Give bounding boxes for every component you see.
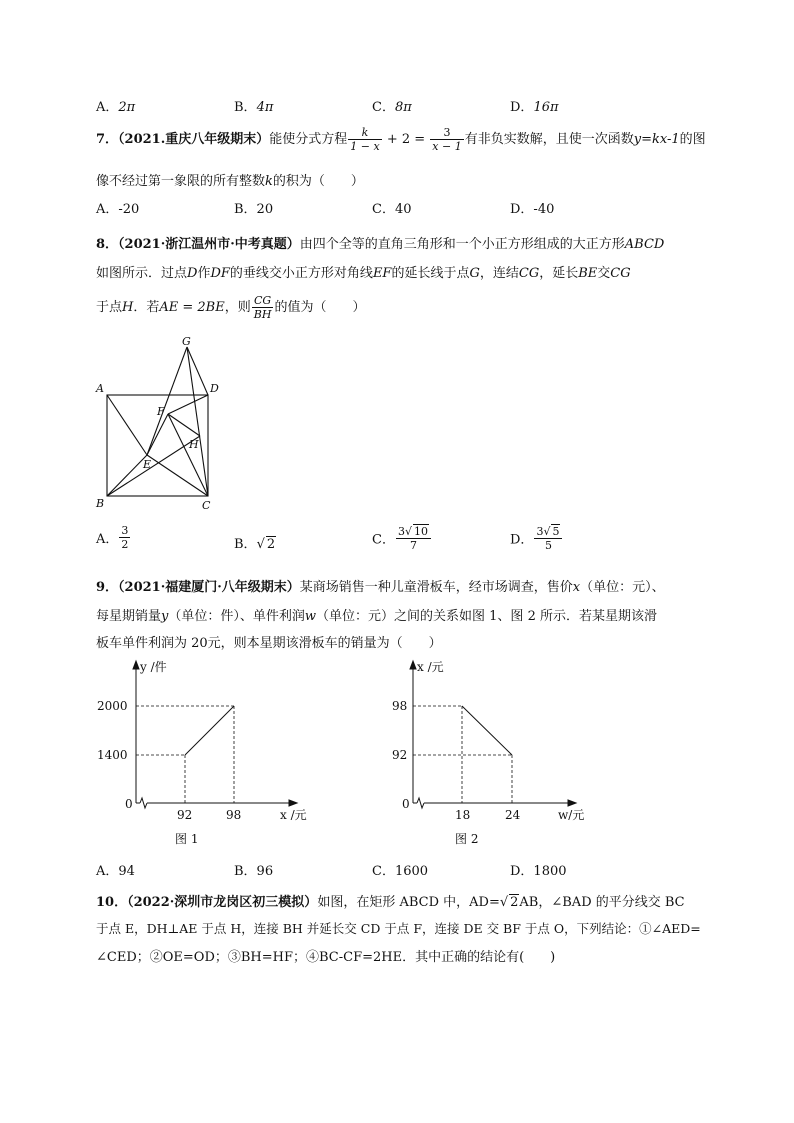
fig2-tick-18: 18 bbox=[455, 808, 471, 822]
fig1-tick-1400: 1400 bbox=[97, 748, 128, 762]
q6-option-d: D．16π bbox=[510, 100, 559, 115]
q10-line-1: 10．（2022·深圳市龙岗区初三模拟）如图，在矩形 ABCD 中，AD=√ 2AB，∠BAD 的平分线交 BC bbox=[96, 895, 685, 910]
fig2-tick-92: 92 bbox=[392, 748, 408, 762]
fig1-x-axis-label: x /元 bbox=[280, 808, 307, 822]
q9-source: （2021·福建厦门·八年级期末） bbox=[118, 580, 300, 595]
fig2-x-axis-label: w/元 bbox=[558, 808, 585, 822]
fig2-y-axis-label: x /元 bbox=[417, 660, 444, 674]
q10-line-3: ∠CED；②OE=OD；③BH=HF；④BC-CF=2HE．其中正确的结论有( ) bbox=[96, 950, 556, 965]
q8-label-h: H bbox=[189, 438, 199, 451]
q8-option-c: C． $\frac{3√ 10}{7}$ bbox=[372, 524, 432, 552]
q10-number: 10． bbox=[96, 895, 128, 910]
q7-option-a: A．-20 bbox=[96, 202, 140, 217]
q8-label-a: A bbox=[96, 382, 104, 395]
q7-line-2: 像不经过第一象限的所有整数k的积为（ ） bbox=[96, 174, 364, 189]
q8-label-c: C bbox=[202, 499, 211, 512]
q9-option-c: C．1600 bbox=[372, 864, 429, 879]
q6-option-b: B．4π bbox=[234, 100, 274, 115]
q10-line-2: 于点 E，DH⊥AE 于点 H，连接 BH 并延长交 CD 于点 F，连接 DE 交 BF 于点 O，下列结论：①∠AED= bbox=[96, 921, 701, 936]
q7-fraction-1: $\frac{k}{1 - x}$ bbox=[350, 126, 380, 153]
fig1-tick-92: 92 bbox=[177, 808, 193, 822]
q9-number: 9． bbox=[96, 580, 119, 595]
fig1-caption: 图 1 bbox=[175, 832, 199, 846]
q8-label-g: G bbox=[182, 335, 191, 348]
q9-figure-1 bbox=[95, 655, 315, 850]
q7-source: （2021.重庆八年级期末） bbox=[118, 132, 270, 147]
q8-geometry-figure bbox=[92, 335, 232, 515]
fig1-origin: 0 bbox=[125, 797, 133, 811]
q8-label-b: B bbox=[96, 497, 105, 510]
q7-number: 7． bbox=[96, 132, 119, 147]
q8-option-d: D． $\frac{3√ 5}{5}$ bbox=[510, 524, 563, 552]
q8-source: （2021·浙江温州市·中考真题） bbox=[118, 237, 300, 252]
q9-option-d: D．1800 bbox=[510, 864, 567, 879]
fig2-caption: 图 2 bbox=[455, 832, 479, 846]
q9-option-b: B．96 bbox=[234, 864, 274, 879]
q7-option-b: B．20 bbox=[234, 202, 274, 217]
fig2-tick-24: 24 bbox=[505, 808, 521, 822]
fig1-y-axis-label: y /件 bbox=[140, 660, 167, 674]
q8-number: 8． bbox=[96, 237, 119, 252]
q10-source: （2022·深圳市龙岗区初三模拟） bbox=[127, 895, 318, 910]
q7-fraction-2: $\frac{3}{x - 1}$ bbox=[432, 126, 462, 153]
q8-line-2: 如图所示．过点D作DF的垂线交小正方形对角线EF的延长线于点G，连结CG，延长BE交CG bbox=[96, 266, 631, 281]
q7-option-c: C．40 bbox=[372, 202, 412, 217]
q9-figure-2 bbox=[370, 655, 595, 850]
q6-option-c: C．8π bbox=[372, 100, 412, 115]
q8-line-1: 8．（2021·浙江温州市·中考真题）由四个全等的直角三角形和一个小正方形组成的大正方形ABCD bbox=[96, 237, 665, 252]
q9-line-3: 板车单件利润为 20元，则本星期该滑板车的销量为（ ） bbox=[96, 636, 442, 651]
fig2-tick-98: 98 bbox=[392, 699, 408, 713]
fig2-origin: 0 bbox=[402, 797, 410, 811]
q8-label-d: D bbox=[210, 382, 219, 395]
q8-option-b: B．√ 2 bbox=[234, 537, 276, 552]
q8-line-3: 于点H．若AE = 2BE，则 $\frac{CG}{BH}$ 的值为（ ） bbox=[96, 294, 366, 321]
q9-line-1: 9．（2021·福建厦门·八年级期末）某商场销售一种儿童滑板车，经市场调查，售价x（单位：元）、 bbox=[96, 580, 665, 595]
q8-label-f: F bbox=[157, 405, 165, 418]
q9-option-a: A．94 bbox=[96, 864, 135, 879]
fig1-tick-2000: 2000 bbox=[97, 699, 128, 713]
q8-fraction: $\frac{CG}{BH}$ bbox=[253, 294, 272, 321]
q6-option-a: A．2π bbox=[96, 100, 136, 115]
q7-option-d: D．-40 bbox=[510, 202, 555, 217]
q8-option-a: A． $\frac{3}{2}$ bbox=[96, 524, 129, 551]
fig1-tick-98: 98 bbox=[226, 808, 242, 822]
q8-label-e: E bbox=[143, 458, 152, 471]
q9-line-2: 每星期销量y（单位：件）、单件利润w（单位：元）之间的关系如图 1、图 2 所示．若某星期该滑 bbox=[96, 609, 657, 624]
q7-line-1: 7．（2021.重庆八年级期末）能使分式方程 $\frac{k}{1 - x}$ + 2 = $\frac{3}{x - 1}$ 有非负实数解，且使一次函数y=kx-1的图 bbox=[96, 126, 706, 153]
